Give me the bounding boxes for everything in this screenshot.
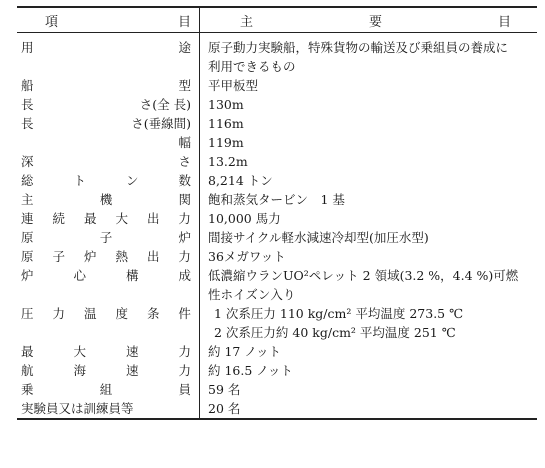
spec-value-line: 20 名 [208, 401, 241, 416]
spec-label-text [21, 114, 191, 133]
spec-label-char: 数 [178, 173, 191, 188]
spec-label-char: 炉 [83, 249, 97, 264]
spec-label-char: ト [73, 173, 86, 188]
spec-label-char: 深 [21, 154, 34, 169]
spec-value-line: 13.2m [208, 154, 248, 169]
spec-value [200, 228, 538, 247]
spec-value [200, 190, 538, 209]
spec-label [17, 190, 200, 209]
spec-value-line: 59 名 [208, 382, 241, 397]
spec-label-char: 熱 [115, 249, 128, 264]
spec-value [200, 247, 538, 266]
spec-label [17, 33, 200, 77]
spec-value-line: 2 次系圧力約 40 kg/cm² 平均温度 251 ℃ [214, 325, 456, 340]
header-item-char: 目 [177, 14, 191, 30]
table-row [17, 247, 537, 266]
spec-value-line: 10,000 馬力 [208, 211, 281, 226]
spec-value [200, 171, 538, 190]
spec-label-char: 子 [99, 230, 113, 245]
spec-label-char: 連 [21, 211, 34, 226]
table-row [17, 399, 537, 419]
spec-label-text [21, 304, 191, 323]
spec-value-line: 低濃縮ウランUO²ペレット 2 領域(3.2 %，4.4 %)可燃 [208, 268, 519, 283]
spec-label-char: さ(全 長) [139, 97, 191, 112]
ship-specification-table [17, 6, 537, 420]
spec-value [200, 304, 538, 342]
header-item [17, 7, 200, 33]
spec-label [17, 76, 200, 95]
spec-label-text [21, 399, 191, 418]
spec-value [200, 380, 538, 399]
spec-value [200, 152, 538, 171]
spec-label-char: 原 [21, 249, 34, 264]
spec-label-char: 船 [21, 78, 34, 93]
header-main-char: 目 [497, 14, 511, 30]
spec-label-char: 速 [125, 363, 139, 378]
spec-label-char: 力 [52, 306, 65, 321]
spec-value-line: 約 16.5 ノット [208, 363, 293, 378]
spec-label-char: 力 [178, 211, 191, 226]
spec-label-char: 成 [178, 268, 191, 283]
table-row [17, 190, 537, 209]
spec-label [17, 361, 200, 380]
spec-label-char: 温 [83, 306, 97, 321]
spec-label [17, 114, 200, 133]
spec-label-char: 構 [125, 268, 139, 283]
spec-value [200, 266, 538, 304]
spec-label-char: 条 [146, 306, 160, 321]
table-header-row [17, 7, 537, 33]
spec-label-text [21, 266, 191, 285]
spec-value-line: 8,214 トン [208, 173, 273, 188]
spec-label [17, 399, 200, 419]
table-row [17, 266, 537, 304]
spec-label-char: 総 [21, 173, 34, 188]
spec-value-line: 間接サイクル軽水減速冷却型(加圧水型) [208, 230, 429, 245]
spec-label-char: 件 [178, 306, 191, 321]
spec-label-char: 航 [21, 363, 34, 378]
spec-value-line: 116m [208, 116, 244, 131]
spec-value-line: 利用できるもの [208, 59, 296, 74]
spec-value [200, 95, 538, 114]
spec-value [200, 342, 538, 361]
spec-value-line: 原子動力実験船，特殊貨物の輸送及び乗組員の養成に [208, 40, 509, 55]
header-main-char: 主 [240, 14, 254, 30]
header-main-char: 要 [368, 14, 382, 30]
spec-value-line: 119m [208, 135, 244, 150]
spec-label-char: 速 [125, 344, 139, 359]
spec-label-char: 主 [21, 192, 34, 207]
spec-label [17, 266, 200, 304]
spec-label-text [21, 38, 191, 57]
table-row [17, 342, 537, 361]
spec-label-char: 最 [21, 344, 34, 359]
table-row [17, 114, 537, 133]
spec-label-char: 型 [178, 78, 191, 93]
spec-label [17, 380, 200, 399]
spec-label-char: 出 [146, 249, 160, 264]
spec-label-char: 組 [99, 382, 113, 397]
spec-label-char: さ(垂線間) [131, 116, 191, 131]
spec-label-char: 途 [178, 40, 191, 55]
spec-label [17, 228, 200, 247]
spec-label [17, 171, 200, 190]
spec-label-char: 力 [178, 363, 191, 378]
spec-label-char: 大 [115, 211, 128, 226]
spec-label-char: 子 [52, 249, 65, 264]
table-row [17, 95, 537, 114]
spec-label-char: 幅 [178, 135, 191, 150]
spec-label [17, 304, 200, 342]
spec-value-line: 1 次系圧力 110 kg/cm² 平均温度 273.5 ℃ [214, 306, 464, 321]
table-row [17, 133, 537, 152]
table-row [17, 228, 537, 247]
spec-value [200, 399, 538, 419]
table-row [17, 209, 537, 228]
spec-label-char: 長 [21, 97, 34, 112]
spec-label-char: 大 [73, 344, 86, 359]
spec-label [17, 209, 200, 228]
spec-label-text [21, 190, 191, 209]
spec-label-text [21, 228, 191, 247]
spec-label-text [21, 342, 191, 361]
table-row [17, 361, 537, 380]
table-row [17, 76, 537, 95]
spec-label-text [21, 133, 191, 152]
spec-value-line: 36メガワット [208, 249, 286, 264]
spec-label-char: 炉 [21, 268, 34, 283]
spec-label-char: 原 [21, 230, 34, 245]
spec-label-text [21, 247, 191, 266]
spec-value-line: 飽和蒸気タービン 1 基 [208, 192, 345, 207]
header-main-items [200, 7, 538, 33]
spec-label-char: 用 [21, 40, 34, 55]
spec-label-char: 海 [73, 363, 86, 378]
spec-label-text [21, 171, 191, 190]
spec-value [200, 361, 538, 380]
spec-value [200, 133, 538, 152]
spec-label-char: 圧 [21, 306, 34, 321]
table-row [17, 152, 537, 171]
spec-label-text [21, 152, 191, 171]
spec-label-char: 長 [21, 116, 34, 131]
spec-label-text [21, 380, 191, 399]
spec-label-char: 実験員又は訓練員等 [21, 401, 134, 416]
header-item-char: 項 [45, 14, 59, 30]
spec-label-char: 力 [178, 344, 191, 359]
spec-label-char: さ [178, 154, 191, 169]
spec-label-text [21, 361, 191, 380]
spec-label-text [21, 95, 191, 114]
table-row [17, 380, 537, 399]
table-row [17, 171, 537, 190]
spec-label-char: 度 [115, 306, 128, 321]
spec-value [200, 33, 538, 77]
spec-label-char: 続 [52, 211, 65, 226]
spec-label [17, 247, 200, 266]
spec-label [17, 133, 200, 152]
spec-label-char: 機 [99, 192, 113, 207]
spec-label-char: 出 [146, 211, 160, 226]
table-row [17, 304, 537, 342]
spec-label-char: 心 [73, 268, 86, 283]
spec-label-char: 力 [178, 249, 191, 264]
spec-value-line: 性ホイズン入り [208, 287, 296, 302]
spec-label-text [21, 76, 191, 95]
spec-label-char: 乗 [21, 382, 34, 397]
spec-value-line: 約 17 ノット [208, 344, 281, 359]
spec-value-line: 130m [208, 97, 244, 112]
spec-label-char: 関 [178, 192, 191, 207]
spec-label-char: 最 [83, 211, 97, 226]
spec-value [200, 114, 538, 133]
spec-value [200, 209, 538, 228]
table-row [17, 33, 537, 77]
spec-label-char: ン [125, 173, 139, 188]
spec-value-line: 平甲板型 [208, 78, 259, 93]
spec-label-char: 炉 [178, 230, 191, 245]
spec-value [200, 76, 538, 95]
spec-label [17, 95, 200, 114]
spec-label [17, 152, 200, 171]
spec-label [17, 342, 200, 361]
spec-label-char: 員 [178, 382, 191, 397]
spec-label-text [21, 209, 191, 228]
